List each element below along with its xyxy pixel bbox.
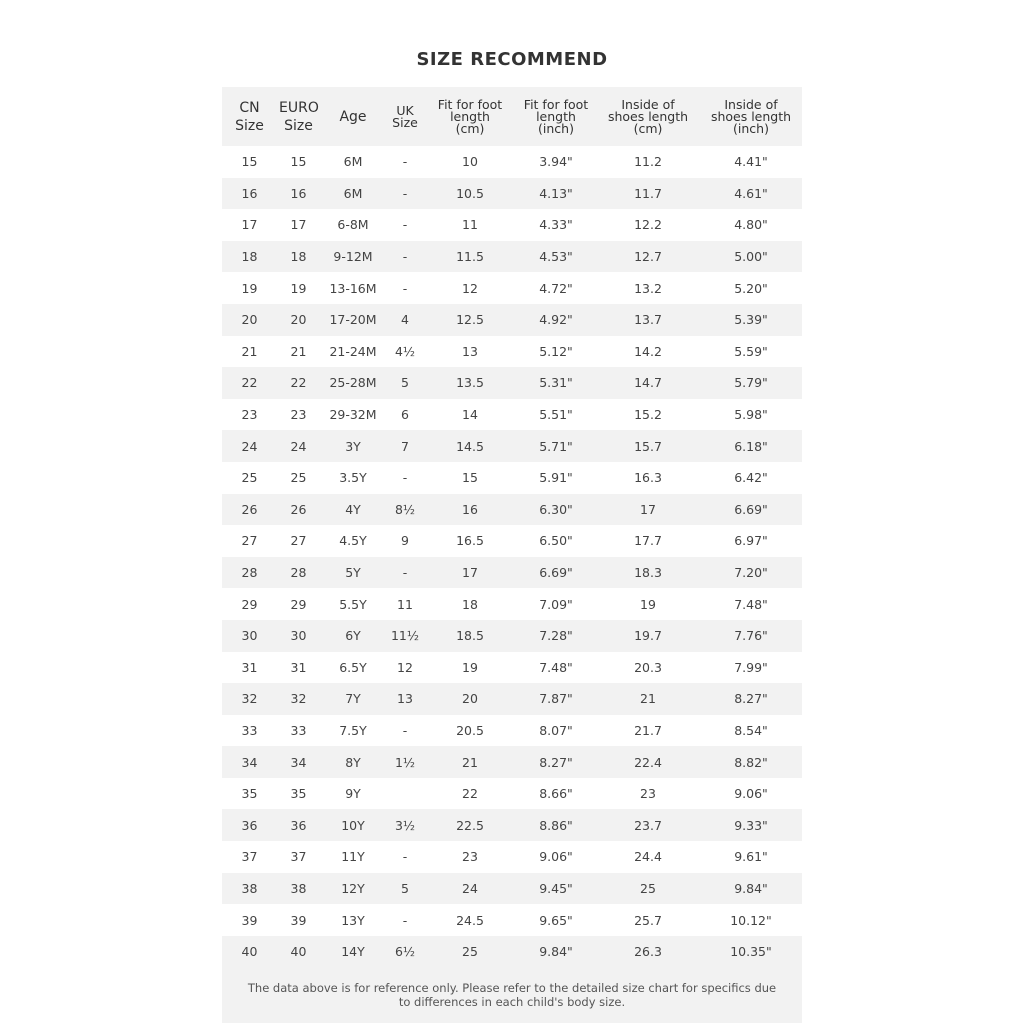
cell-foot-length-cm: 11.5: [424, 241, 516, 273]
cell-euro-size: 29: [277, 588, 320, 620]
cell-inside-length-cm: 19: [596, 588, 700, 620]
cell-foot-length-inch: 3.94": [516, 146, 596, 178]
cell-inside-length-inch: 9.06": [700, 778, 802, 810]
cell-euro-size: 23: [277, 399, 320, 431]
table-row: [222, 494, 802, 526]
table-header: [222, 87, 802, 146]
header-cn-size: CN Size: [222, 87, 277, 146]
size-chart: [222, 87, 802, 1023]
cell-age: 6M: [320, 146, 386, 178]
cell-inside-length-inch: 6.42": [700, 462, 802, 494]
cell-uk-size: -: [386, 241, 424, 273]
table-row: [222, 209, 802, 241]
cell-foot-length-inch: 6.30": [516, 494, 596, 526]
cell-inside-length-cm: 24.4: [596, 841, 700, 873]
cell-inside-length-inch: 8.82": [700, 746, 802, 778]
header-inside-length-cm: Inside of shoes length (cm): [596, 87, 700, 146]
cell-foot-length-cm: 25: [424, 936, 516, 968]
cell-inside-length-inch: 5.00": [700, 241, 802, 273]
cell-age: 5.5Y: [320, 588, 386, 620]
cell-cn-size: 16: [222, 178, 277, 210]
cell-inside-length-inch: 5.39": [700, 304, 802, 336]
header-euro-size: EURO Size: [277, 87, 320, 146]
cell-euro-size: 33: [277, 715, 320, 747]
cell-foot-length-inch: 7.87": [516, 683, 596, 715]
cell-age: 12Y: [320, 873, 386, 905]
cell-inside-length-cm: 17: [596, 494, 700, 526]
table-row: [222, 746, 802, 778]
reference-note: The data above is for reference only. Please refer to the detailed size chart for specifics due to differences in each child's body size.: [222, 967, 802, 1023]
cell-euro-size: 30: [277, 620, 320, 652]
cell-inside-length-cm: 15.2: [596, 399, 700, 431]
cell-cn-size: 34: [222, 746, 277, 778]
table-row: [222, 525, 802, 557]
cell-inside-length-cm: 19.7: [596, 620, 700, 652]
cell-euro-size: 18: [277, 241, 320, 273]
cell-age: 9Y: [320, 778, 386, 810]
cell-cn-size: 38: [222, 873, 277, 905]
cell-euro-size: 15: [277, 146, 320, 178]
cell-foot-length-inch: 8.27": [516, 746, 596, 778]
cell-inside-length-inch: 8.27": [700, 683, 802, 715]
cell-age: 6.5Y: [320, 652, 386, 684]
cell-inside-length-cm: 21: [596, 683, 700, 715]
cell-age: 6Y: [320, 620, 386, 652]
table-row: [222, 336, 802, 368]
cell-uk-size: 5: [386, 367, 424, 399]
cell-inside-length-inch: 6.69": [700, 494, 802, 526]
cell-foot-length-inch: 5.12": [516, 336, 596, 368]
cell-inside-length-inch: 8.54": [700, 715, 802, 747]
cell-inside-length-inch: 6.18": [700, 430, 802, 462]
cell-euro-size: 31: [277, 652, 320, 684]
table-row: [222, 557, 802, 589]
cell-inside-length-inch: 9.84": [700, 873, 802, 905]
cell-cn-size: 31: [222, 652, 277, 684]
table-row: [222, 683, 802, 715]
cell-uk-size: -: [386, 904, 424, 936]
cell-foot-length-cm: 19: [424, 652, 516, 684]
table-row: [222, 778, 802, 810]
cell-foot-length-cm: 21: [424, 746, 516, 778]
cell-cn-size: 35: [222, 778, 277, 810]
cell-uk-size: 8½: [386, 494, 424, 526]
cell-uk-size: -: [386, 272, 424, 304]
cell-foot-length-inch: 8.07": [516, 715, 596, 747]
cell-foot-length-inch: 9.45": [516, 873, 596, 905]
cell-uk-size: 11: [386, 588, 424, 620]
cell-age: 11Y: [320, 841, 386, 873]
cell-cn-size: 25: [222, 462, 277, 494]
cell-euro-size: 28: [277, 557, 320, 589]
cell-euro-size: 40: [277, 936, 320, 968]
cell-inside-length-inch: 7.48": [700, 588, 802, 620]
cell-inside-length-cm: 14.2: [596, 336, 700, 368]
cell-foot-length-inch: 6.50": [516, 525, 596, 557]
table-row: [222, 904, 802, 936]
cell-foot-length-cm: 15: [424, 462, 516, 494]
cell-euro-size: 38: [277, 873, 320, 905]
table-row: [222, 430, 802, 462]
cell-foot-length-cm: 22: [424, 778, 516, 810]
cell-foot-length-cm: 10.5: [424, 178, 516, 210]
cell-inside-length-cm: 12.2: [596, 209, 700, 241]
cell-cn-size: 17: [222, 209, 277, 241]
cell-foot-length-inch: 7.28": [516, 620, 596, 652]
cell-foot-length-cm: 23: [424, 841, 516, 873]
cell-uk-size: -: [386, 557, 424, 589]
cell-inside-length-cm: 11.7: [596, 178, 700, 210]
header-foot-length-inch: Fit for foot length (inch): [516, 87, 596, 146]
cell-cn-size: 28: [222, 557, 277, 589]
cell-foot-length-cm: 20: [424, 683, 516, 715]
cell-foot-length-inch: 4.53": [516, 241, 596, 273]
table-row: [222, 272, 802, 304]
header-uk-size: UK Size: [386, 87, 424, 146]
cell-foot-length-cm: 18.5: [424, 620, 516, 652]
cell-foot-length-inch: 7.09": [516, 588, 596, 620]
cell-foot-length-inch: 8.66": [516, 778, 596, 810]
cell-inside-length-cm: 23.7: [596, 809, 700, 841]
table-row: [222, 809, 802, 841]
cell-euro-size: 27: [277, 525, 320, 557]
cell-foot-length-inch: 4.72": [516, 272, 596, 304]
cell-euro-size: 37: [277, 841, 320, 873]
cell-age: 14Y: [320, 936, 386, 968]
cell-cn-size: 19: [222, 272, 277, 304]
cell-uk-size: 6½: [386, 936, 424, 968]
table-row: [222, 588, 802, 620]
cell-age: 6M: [320, 178, 386, 210]
cell-euro-size: 21: [277, 336, 320, 368]
cell-foot-length-inch: 5.51": [516, 399, 596, 431]
table-body: [222, 146, 802, 967]
cell-inside-length-cm: 18.3: [596, 557, 700, 589]
cell-foot-length-cm: 24.5: [424, 904, 516, 936]
cell-inside-length-inch: 4.41": [700, 146, 802, 178]
cell-age: 3Y: [320, 430, 386, 462]
cell-cn-size: 15: [222, 146, 277, 178]
cell-foot-length-cm: 17: [424, 557, 516, 589]
cell-foot-length-inch: 6.69": [516, 557, 596, 589]
cell-uk-size: -: [386, 178, 424, 210]
cell-foot-length-inch: 9.65": [516, 904, 596, 936]
page-title: SIZE RECOMMEND: [416, 49, 608, 70]
header-inside-length-inch: Inside of shoes length (inch): [700, 87, 802, 146]
cell-inside-length-cm: 17.7: [596, 525, 700, 557]
cell-uk-size: 4: [386, 304, 424, 336]
size-table: [222, 87, 802, 967]
cell-inside-length-inch: 5.20": [700, 272, 802, 304]
cell-age: 4.5Y: [320, 525, 386, 557]
cell-inside-length-cm: 13.2: [596, 272, 700, 304]
cell-uk-size: 3½: [386, 809, 424, 841]
cell-uk-size: -: [386, 841, 424, 873]
cell-age: 4Y: [320, 494, 386, 526]
cell-age: 7.5Y: [320, 715, 386, 747]
cell-cn-size: 26: [222, 494, 277, 526]
cell-foot-length-inch: 5.91": [516, 462, 596, 494]
cell-age: 8Y: [320, 746, 386, 778]
table-row: [222, 178, 802, 210]
cell-uk-size: 9: [386, 525, 424, 557]
table-row: [222, 873, 802, 905]
cell-cn-size: 20: [222, 304, 277, 336]
cell-foot-length-inch: 5.71": [516, 430, 596, 462]
cell-age: 6-8M: [320, 209, 386, 241]
cell-foot-length-inch: 4.92": [516, 304, 596, 336]
cell-age: 13Y: [320, 904, 386, 936]
cell-inside-length-inch: 6.97": [700, 525, 802, 557]
cell-euro-size: 26: [277, 494, 320, 526]
header-foot-length-cm: Fit for foot length (cm): [424, 87, 516, 146]
cell-cn-size: 24: [222, 430, 277, 462]
cell-inside-length-inch: 9.61": [700, 841, 802, 873]
cell-cn-size: 33: [222, 715, 277, 747]
cell-cn-size: 37: [222, 841, 277, 873]
cell-euro-size: 17: [277, 209, 320, 241]
cell-inside-length-cm: 11.2: [596, 146, 700, 178]
cell-foot-length-inch: 4.13": [516, 178, 596, 210]
cell-age: 25-28M: [320, 367, 386, 399]
table-row: [222, 367, 802, 399]
cell-foot-length-cm: 14: [424, 399, 516, 431]
cell-uk-size: 6: [386, 399, 424, 431]
cell-uk-size: 1½: [386, 746, 424, 778]
cell-uk-size: -: [386, 209, 424, 241]
cell-age: 21-24M: [320, 336, 386, 368]
cell-cn-size: 21: [222, 336, 277, 368]
cell-age: 7Y: [320, 683, 386, 715]
cell-inside-length-cm: 22.4: [596, 746, 700, 778]
cell-age: 5Y: [320, 557, 386, 589]
cell-cn-size: 40: [222, 936, 277, 968]
table-row: [222, 304, 802, 336]
cell-uk-size: 7: [386, 430, 424, 462]
cell-euro-size: 25: [277, 462, 320, 494]
table-row: [222, 841, 802, 873]
cell-inside-length-cm: 21.7: [596, 715, 700, 747]
cell-euro-size: 32: [277, 683, 320, 715]
cell-inside-length-cm: 12.7: [596, 241, 700, 273]
cell-inside-length-cm: 13.7: [596, 304, 700, 336]
table-row: [222, 936, 802, 968]
cell-euro-size: 36: [277, 809, 320, 841]
cell-cn-size: 39: [222, 904, 277, 936]
cell-inside-length-inch: 10.12": [700, 904, 802, 936]
cell-uk-size: 4½: [386, 336, 424, 368]
cell-foot-length-cm: 12: [424, 272, 516, 304]
cell-uk-size: 11½: [386, 620, 424, 652]
cell-inside-length-inch: 5.98": [700, 399, 802, 431]
cell-inside-length-inch: 5.79": [700, 367, 802, 399]
cell-uk-size: -: [386, 462, 424, 494]
cell-foot-length-inch: 4.33": [516, 209, 596, 241]
cell-foot-length-cm: 20.5: [424, 715, 516, 747]
cell-uk-size: -: [386, 146, 424, 178]
cell-age: 13-16M: [320, 272, 386, 304]
cell-cn-size: 18: [222, 241, 277, 273]
table-row: [222, 399, 802, 431]
cell-foot-length-cm: 16: [424, 494, 516, 526]
header-age: Age: [320, 87, 386, 146]
cell-inside-length-inch: 4.61": [700, 178, 802, 210]
cell-inside-length-cm: 14.7: [596, 367, 700, 399]
table-row: [222, 620, 802, 652]
cell-euro-size: 20: [277, 304, 320, 336]
cell-inside-length-inch: 7.99": [700, 652, 802, 684]
cell-cn-size: 29: [222, 588, 277, 620]
table-row: [222, 652, 802, 684]
cell-euro-size: 24: [277, 430, 320, 462]
cell-euro-size: 34: [277, 746, 320, 778]
cell-foot-length-cm: 13: [424, 336, 516, 368]
cell-foot-length-cm: 10: [424, 146, 516, 178]
cell-age: 10Y: [320, 809, 386, 841]
cell-age: 9-12M: [320, 241, 386, 273]
cell-inside-length-cm: 26.3: [596, 936, 700, 968]
cell-cn-size: 30: [222, 620, 277, 652]
cell-inside-length-inch: 7.20": [700, 557, 802, 589]
cell-cn-size: 22: [222, 367, 277, 399]
cell-inside-length-cm: 15.7: [596, 430, 700, 462]
cell-foot-length-cm: 14.5: [424, 430, 516, 462]
table-row: [222, 146, 802, 178]
cell-cn-size: 36: [222, 809, 277, 841]
cell-foot-length-inch: 7.48": [516, 652, 596, 684]
cell-age: 29-32M: [320, 399, 386, 431]
cell-euro-size: 19: [277, 272, 320, 304]
cell-inside-length-cm: 23: [596, 778, 700, 810]
cell-cn-size: 32: [222, 683, 277, 715]
cell-uk-size: 5: [386, 873, 424, 905]
cell-foot-length-cm: 13.5: [424, 367, 516, 399]
table-row: [222, 462, 802, 494]
cell-inside-length-inch: 4.80": [700, 209, 802, 241]
table-row: [222, 715, 802, 747]
cell-inside-length-cm: 25: [596, 873, 700, 905]
cell-foot-length-inch: 9.06": [516, 841, 596, 873]
cell-inside-length-cm: 25.7: [596, 904, 700, 936]
cell-foot-length-cm: 16.5: [424, 525, 516, 557]
cell-uk-size: -: [386, 715, 424, 747]
cell-inside-length-cm: 16.3: [596, 462, 700, 494]
cell-uk-size: [386, 778, 424, 810]
cell-foot-length-cm: 24: [424, 873, 516, 905]
cell-foot-length-inch: 5.31": [516, 367, 596, 399]
cell-foot-length-inch: 9.84": [516, 936, 596, 968]
cell-uk-size: 12: [386, 652, 424, 684]
cell-inside-length-inch: 7.76": [700, 620, 802, 652]
cell-euro-size: 22: [277, 367, 320, 399]
cell-age: 3.5Y: [320, 462, 386, 494]
cell-foot-length-cm: 18: [424, 588, 516, 620]
cell-euro-size: 16: [277, 178, 320, 210]
cell-age: 17-20M: [320, 304, 386, 336]
cell-euro-size: 39: [277, 904, 320, 936]
cell-foot-length-inch: 8.86": [516, 809, 596, 841]
cell-foot-length-cm: 12.5: [424, 304, 516, 336]
cell-foot-length-cm: 22.5: [424, 809, 516, 841]
cell-uk-size: 13: [386, 683, 424, 715]
cell-inside-length-inch: 5.59": [700, 336, 802, 368]
cell-euro-size: 35: [277, 778, 320, 810]
cell-cn-size: 23: [222, 399, 277, 431]
cell-inside-length-inch: 9.33": [700, 809, 802, 841]
table-row: [222, 241, 802, 273]
header-row: [222, 87, 802, 146]
cell-inside-length-inch: 10.35": [700, 936, 802, 968]
cell-cn-size: 27: [222, 525, 277, 557]
cell-foot-length-cm: 11: [424, 209, 516, 241]
cell-inside-length-cm: 20.3: [596, 652, 700, 684]
